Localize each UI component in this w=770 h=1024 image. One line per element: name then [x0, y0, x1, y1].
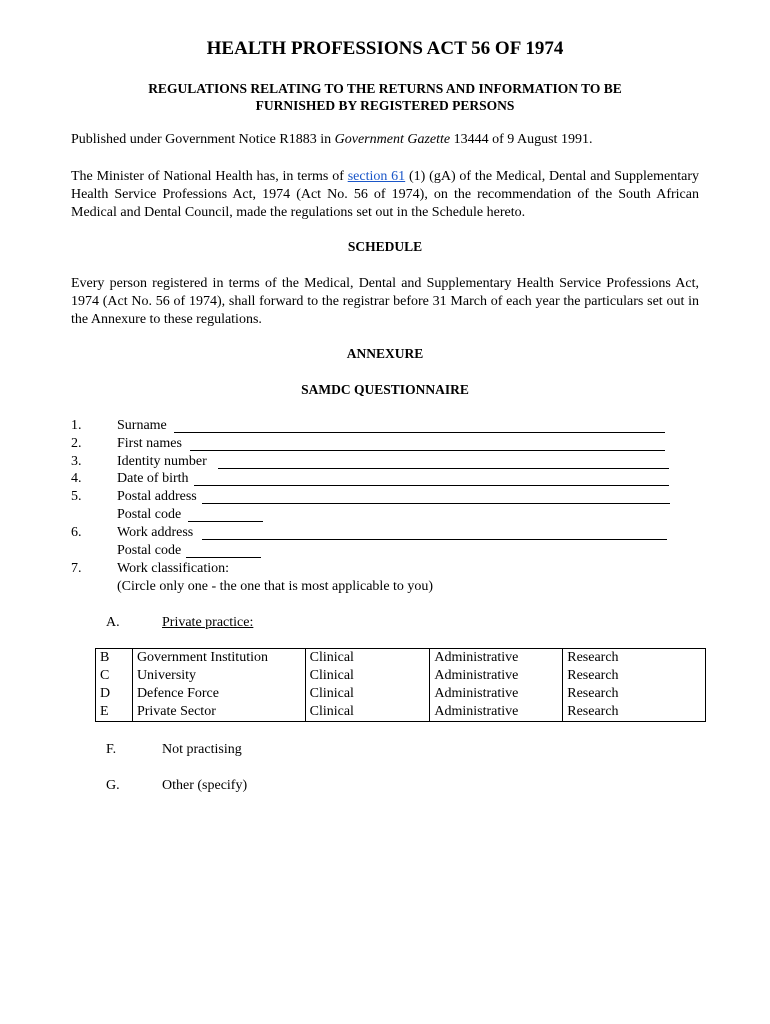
- schedule-heading: SCHEDULE: [347, 239, 423, 254]
- question-1-number: 1.: [71, 418, 82, 433]
- option-f-not-practising[interactable]: Not practising: [162, 742, 242, 757]
- published-gazette: Government Gazette: [334, 132, 451, 147]
- option-g-other[interactable]: Other (specify): [162, 778, 248, 793]
- row-clinical[interactable]: Clinical: [305, 667, 430, 685]
- row-sector[interactable]: Government Institution: [132, 649, 305, 668]
- option-f-letter: F.: [106, 742, 117, 757]
- work-classification-table: [95, 648, 706, 722]
- question-7-note: (Circle only one - the one that is most applicable to you): [117, 579, 434, 594]
- published-suffix: 13444 of 9 August 1991.: [450, 132, 593, 147]
- row-clinical[interactable]: Clinical: [305, 685, 430, 703]
- subtitle-line-2: FURNISHED BY REGISTERED PERSONS: [255, 98, 515, 113]
- questionnaire-heading: SAMDC QUESTIONNAIRE: [301, 382, 469, 397]
- question-5-number: 5.: [71, 489, 82, 504]
- row-research[interactable]: Research: [563, 667, 706, 685]
- postal-code-field-1[interactable]: [188, 521, 263, 522]
- row-administrative[interactable]: Administrative: [430, 703, 563, 722]
- minister-prefix: The Minister of National Health has, in terms of: [71, 169, 348, 184]
- option-g-letter: G.: [106, 778, 120, 793]
- surname-field[interactable]: [174, 432, 665, 433]
- question-3-number: 3.: [71, 454, 82, 469]
- option-a-private-practice[interactable]: Private practice:: [162, 615, 254, 630]
- section-61-link[interactable]: section 61: [347, 169, 406, 184]
- row-letter: E: [96, 703, 133, 722]
- table-row: [96, 685, 706, 703]
- published-prefix: Published under Government Notice R1883 in: [71, 132, 335, 147]
- question-7-number: 7.: [71, 561, 82, 576]
- row-sector[interactable]: Defence Force: [132, 685, 305, 703]
- question-4-label: Date of birth: [117, 471, 189, 486]
- table-row: [96, 667, 706, 685]
- option-a-letter: A.: [106, 615, 120, 630]
- row-research[interactable]: Research: [563, 703, 706, 722]
- row-administrative[interactable]: Administrative: [430, 667, 563, 685]
- question-2-label: First names: [117, 436, 182, 451]
- question-2-number: 2.: [71, 436, 82, 451]
- published-notice: [71, 131, 699, 149]
- question-6-number: 6.: [71, 525, 82, 540]
- question-1-label: Surname: [117, 418, 167, 433]
- postal-code-field-2[interactable]: [186, 557, 261, 558]
- row-research[interactable]: Research: [563, 649, 706, 668]
- row-administrative[interactable]: Administrative: [430, 685, 563, 703]
- annexure-heading: ANNEXURE: [346, 346, 424, 361]
- identity-number-field[interactable]: [218, 468, 669, 469]
- row-clinical[interactable]: Clinical: [305, 703, 430, 722]
- question-3-label: Identity number: [117, 454, 207, 469]
- postal-code-label-2: Postal code: [117, 543, 182, 558]
- minister-suffix: (1) (gA) of the Medical, Dental and Supplementary Health Service Professions Act, 1974 (Act No. 56 of 1974), on the recommendation of the South African Medical and Dental Council, made the regulations set out in the Schedule hereto.: [71, 169, 700, 220]
- postal-address-field[interactable]: [202, 503, 670, 504]
- subtitle-line-1: REGULATIONS RELATING TO THE RETURNS AND INFORMATION TO BE: [148, 81, 622, 96]
- question-4-number: 4.: [71, 471, 82, 486]
- document-subtitle: [90, 80, 680, 114]
- document-title: HEALTH PROFESSIONS ACT 56 OF 1974: [206, 38, 564, 59]
- postal-code-label-1: Postal code: [117, 507, 182, 522]
- minister-paragraph: [71, 168, 699, 222]
- row-sector[interactable]: Private Sector: [132, 703, 305, 722]
- question-6-label: Work address: [117, 525, 194, 540]
- schedule-paragraph: Every person registered in terms of the Medical, Dental and Supplementary Health Service Professions Act, 1974 (Act No. 56 of 1974), shall forward to the registrar before 31 March of each year the particulars set out in the Annexure to these regulations.: [71, 276, 699, 327]
- row-administrative[interactable]: Administrative: [430, 649, 563, 668]
- row-letter: B: [96, 649, 133, 668]
- row-clinical[interactable]: Clinical: [305, 649, 430, 668]
- question-7-label: Work classification:: [117, 561, 230, 576]
- work-address-field[interactable]: [202, 539, 667, 540]
- row-letter: D: [96, 685, 133, 703]
- question-5-label: Postal address: [117, 489, 197, 504]
- table-row: [96, 703, 706, 722]
- row-research[interactable]: Research: [563, 685, 706, 703]
- table-row: [96, 649, 706, 668]
- date-of-birth-field[interactable]: [194, 485, 669, 486]
- row-sector[interactable]: University: [132, 667, 305, 685]
- first-names-field[interactable]: [190, 450, 665, 451]
- row-letter: C: [96, 667, 133, 685]
